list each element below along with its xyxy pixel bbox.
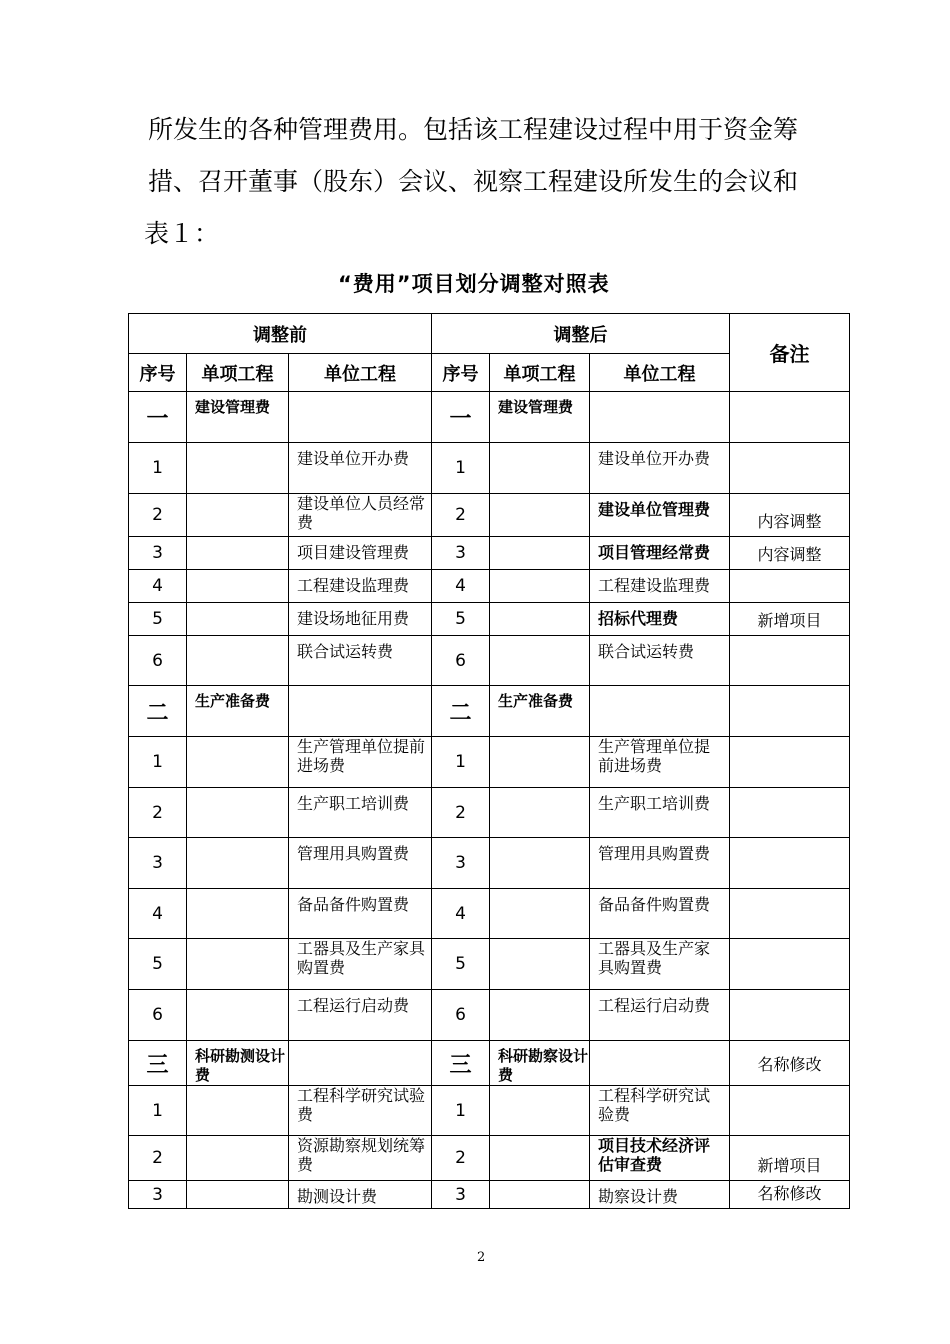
unit-cell: 工程科学研究试验费 [590,1086,730,1136]
table-row [129,443,850,494]
seq-cell: 3 [432,537,490,570]
paragraph-line: 所发生的各种管理费用。包括该工程建设过程中用于资金筹 [148,115,799,144]
item-cell [490,1086,590,1136]
note-cell: 名称修改 [730,1181,850,1209]
note-cell [730,570,850,603]
item-cell: 生产准备费 [490,686,590,737]
unit-cell: 工程科学研究试验费 [289,1086,432,1136]
paragraph-line: 措、召开董事（股东）会议、视察工程建设所发生的会议和 [148,167,799,196]
col-header-unit: 单位工程 [289,354,432,392]
note-cell: 新增项目 [730,603,850,636]
unit-cell: 项目建设管理费 [289,537,432,570]
group-header-before: 调整前 [129,314,432,354]
seq-cell: 4 [432,570,490,603]
item-cell [490,603,590,636]
seq-cell: 6 [129,636,187,686]
table-row [129,392,850,443]
seq-cell: 4 [129,570,187,603]
unit-cell: 招标代理费 [590,603,730,636]
table-row [129,939,850,990]
note-cell [730,686,850,737]
seq-cell: 2 [129,1136,187,1181]
unit-cell: 生产职工培训费 [590,788,730,838]
item-cell [490,939,590,990]
note-cell [730,443,850,494]
table-row [129,1136,850,1181]
seq-cell: 5 [129,603,187,636]
table-row [129,636,850,686]
seq-cell: 6 [432,636,490,686]
col-header-item: 单项工程 [187,354,289,392]
item-cell [187,603,289,636]
item-cell [490,838,590,889]
unit-cell: 工器具及生产家具购置费 [289,939,432,990]
seq-cell: 一 [129,392,187,443]
note-cell [730,889,850,939]
unit-cell: 工程运行启动费 [289,990,432,1041]
note-cell: 名称修改 [730,1041,850,1086]
seq-cell: 二 [432,686,490,737]
unit-cell: 勘测设计费 [289,1181,432,1209]
item-cell [187,1086,289,1136]
note-cell [730,392,850,443]
seq-cell: 2 [432,494,490,537]
seq-cell: 1 [129,1086,187,1136]
note-cell [730,990,850,1041]
intro-paragraph [144,104,848,260]
table-row [129,1041,850,1086]
note-cell [730,1086,850,1136]
item-cell [187,788,289,838]
unit-cell [289,686,432,737]
item-cell [490,1136,590,1181]
table-row [129,1086,850,1136]
item-cell [187,990,289,1041]
table-row [129,990,850,1041]
cost-comparison-table [128,313,850,1209]
item-cell [490,889,590,939]
item-cell [187,939,289,990]
item-cell [490,443,590,494]
note-header: 备注 [730,314,850,392]
table-row [129,537,850,570]
table-caption: “费用”项目划分调整对照表 [338,272,610,296]
table-row [129,737,850,788]
unit-cell: 备品备件购置费 [590,889,730,939]
item-cell [187,838,289,889]
unit-cell: 工器具及生产家具购置费 [590,939,730,990]
unit-cell: 生产管理单位提前进场费 [590,737,730,788]
unit-cell: 联合试运转费 [590,636,730,686]
item-cell [187,570,289,603]
unit-cell [590,1041,730,1086]
unit-cell: 生产职工培训费 [289,788,432,838]
note-cell [730,636,850,686]
unit-cell: 建设单位人员经常费 [289,494,432,537]
seq-cell: 三 [129,1041,187,1086]
unit-cell: 管理用具购置费 [289,838,432,889]
unit-cell: 联合试运转费 [289,636,432,686]
item-cell [490,1181,590,1209]
note-cell [730,838,850,889]
item-cell [187,636,289,686]
seq-cell: 1 [432,737,490,788]
table-row [129,570,850,603]
table-row [129,889,850,939]
unit-cell: 项目管理经常费 [590,537,730,570]
seq-cell: 3 [432,838,490,889]
note-cell [730,788,850,838]
table-row [129,494,850,537]
unit-cell: 生产管理单位提前进场费 [289,737,432,788]
col-header-seq: 序号 [129,354,187,392]
seq-cell: 2 [129,788,187,838]
unit-cell: 勘察设计费 [590,1181,730,1209]
note-cell [730,939,850,990]
col-header-item: 单项工程 [490,354,590,392]
item-cell: 建设管理费 [490,392,590,443]
item-cell [490,537,590,570]
unit-cell [289,1041,432,1086]
note-cell: 内容调整 [730,537,850,570]
seq-cell: 6 [432,990,490,1041]
seq-cell: 3 [129,838,187,889]
unit-cell: 建设场地征用费 [289,603,432,636]
seq-cell: 三 [432,1041,490,1086]
item-cell: 科研勘察设计费 [490,1041,590,1086]
seq-cell: 3 [129,537,187,570]
item-cell [187,1136,289,1181]
seq-cell: 2 [432,788,490,838]
seq-cell: 一 [432,392,490,443]
paragraph-line: 表１： [144,219,220,248]
unit-cell: 项目技术经济评估审查费 [590,1136,730,1181]
seq-cell: 4 [129,889,187,939]
unit-cell [289,392,432,443]
item-cell [490,636,590,686]
note-cell [730,737,850,788]
unit-cell: 管理用具购置费 [590,838,730,889]
group-header-after: 调整后 [432,314,730,354]
seq-cell: 5 [432,939,490,990]
unit-cell [590,686,730,737]
page-number: 2 [477,1250,486,1265]
unit-cell [590,392,730,443]
unit-cell: 工程建设监理费 [590,570,730,603]
item-cell [490,570,590,603]
note-cell: 内容调整 [730,494,850,537]
seq-cell: 二 [129,686,187,737]
table-row [129,603,850,636]
unit-cell: 备品备件购置费 [289,889,432,939]
seq-cell: 1 [129,443,187,494]
table-row [129,1181,850,1209]
seq-cell: 6 [129,990,187,1041]
item-cell: 科研勘测设计费 [187,1041,289,1086]
col-header-unit: 单位工程 [590,354,730,392]
table-row [129,686,850,737]
unit-cell: 建设单位开办费 [590,443,730,494]
item-cell: 生产准备费 [187,686,289,737]
seq-cell: 1 [129,737,187,788]
seq-cell: 5 [432,603,490,636]
item-cell [490,788,590,838]
item-cell [187,494,289,537]
unit-cell: 建设单位管理费 [590,494,730,537]
seq-cell: 3 [432,1181,490,1209]
item-cell [490,494,590,537]
item-cell [490,737,590,788]
item-cell [187,889,289,939]
table-row [129,788,850,838]
item-cell [187,537,289,570]
seq-cell: 4 [432,889,490,939]
item-cell: 建设管理费 [187,392,289,443]
seq-cell: 3 [129,1181,187,1209]
seq-cell: 1 [432,443,490,494]
unit-cell: 建设单位开办费 [289,443,432,494]
col-header-seq: 序号 [432,354,490,392]
seq-cell: 5 [129,939,187,990]
item-cell [187,737,289,788]
seq-cell: 2 [129,494,187,537]
unit-cell: 工程建设监理费 [289,570,432,603]
unit-cell: 工程运行启动费 [590,990,730,1041]
table-row [129,838,850,889]
item-cell [187,443,289,494]
seq-cell: 2 [432,1136,490,1181]
note-cell: 新增项目 [730,1136,850,1181]
item-cell [490,990,590,1041]
item-cell [187,1181,289,1209]
seq-cell: 1 [432,1086,490,1136]
unit-cell: 资源勘察规划统筹费 [289,1136,432,1181]
